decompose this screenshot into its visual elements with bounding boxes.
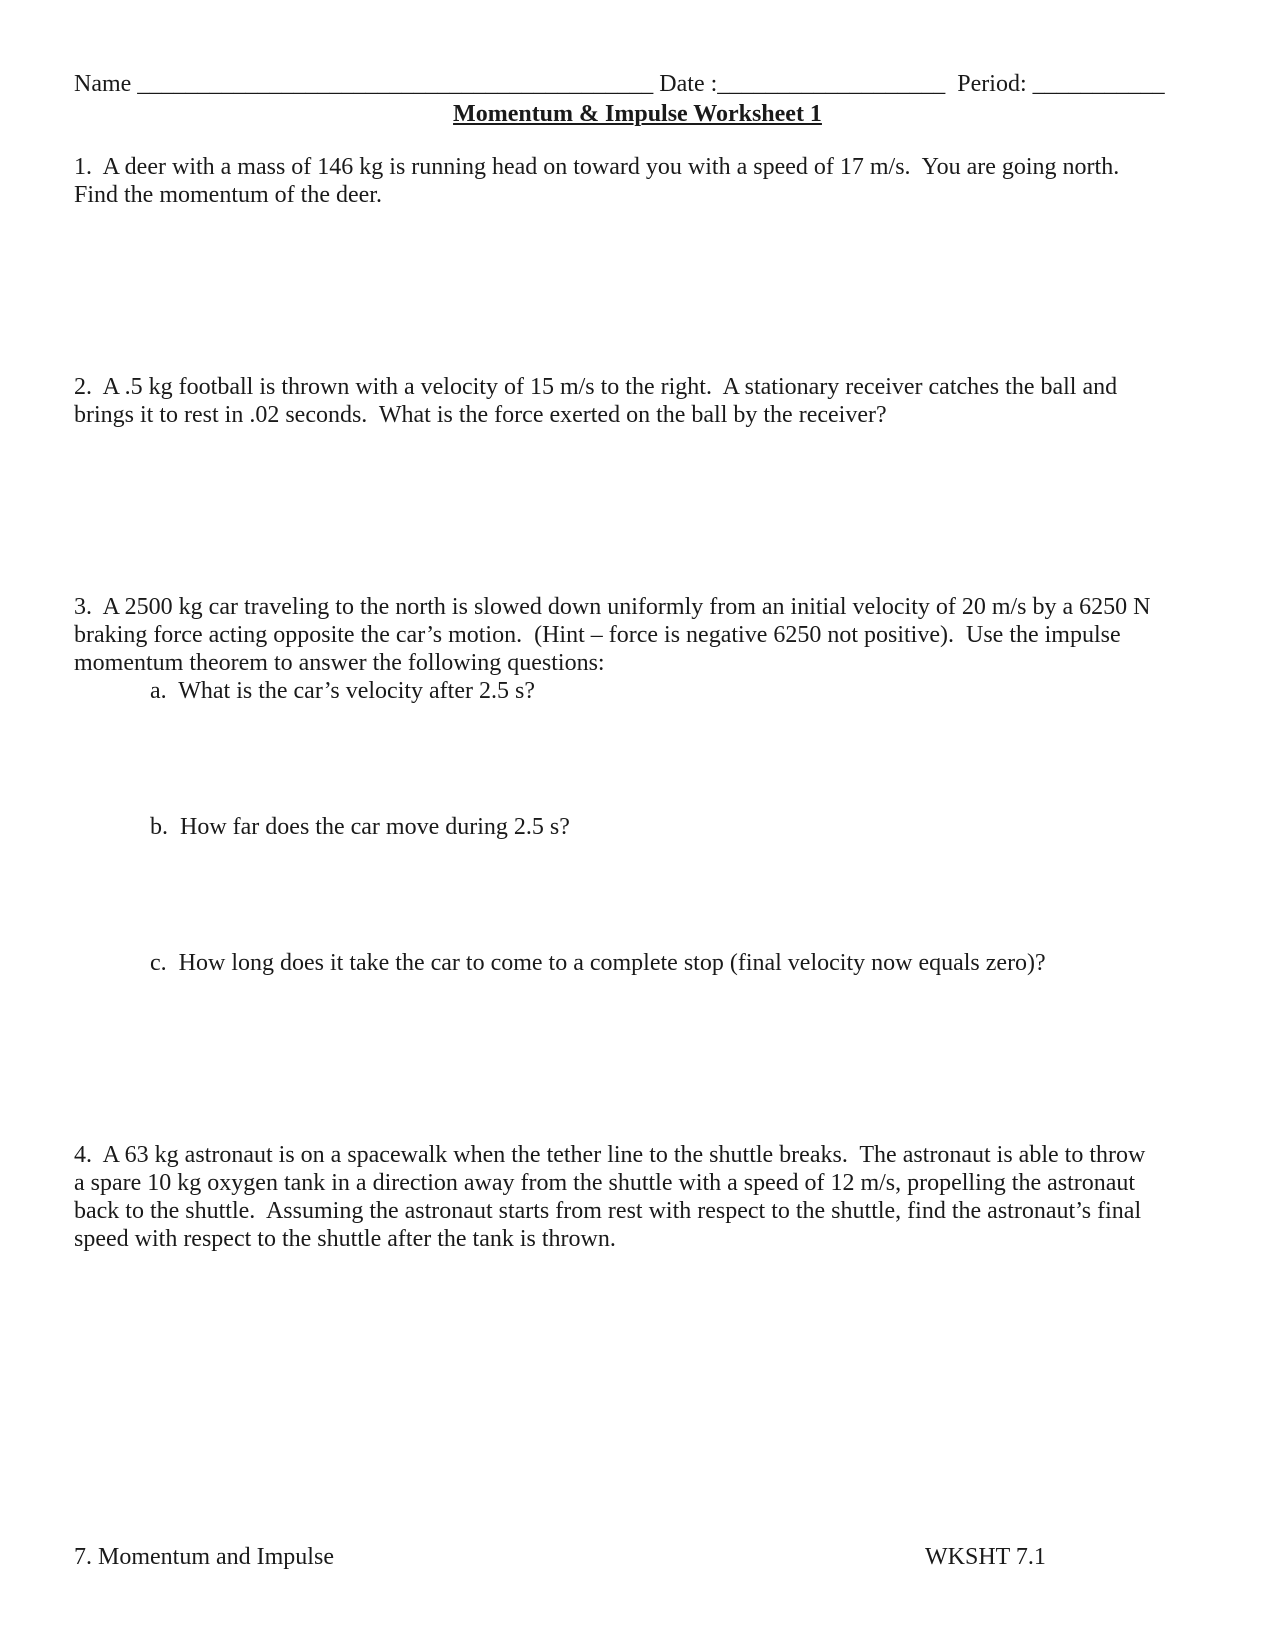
question-4-line-3: back to the shuttle. Assuming the astronaut starts from rest with respect to the shuttle, find the astronaut’s final	[74, 1198, 1142, 1224]
question-3-line-2: braking force acting opposite the car’s motion. (Hint – force is negative 6250 not positive). Use the impulse	[74, 622, 1121, 648]
question-4-line-2: a spare 10 kg oxygen tank in a direction away from the shuttle with a speed of 12 m/s, propelling the astronaut	[74, 1170, 1136, 1196]
worksheet-title: Momentum & Impulse Worksheet 1	[453, 101, 822, 127]
question-2-line-2: brings it to rest in .02 seconds. What is the force exerted on the ball by the receiver?	[74, 402, 887, 428]
question-3-part-b: b. How far does the car move during 2.5 s?	[150, 814, 570, 840]
footer-worksheet-code: WKSHT 7.1	[925, 1544, 1046, 1570]
question-3-line-3: momentum theorem to answer the following questions:	[74, 650, 605, 676]
footer-unit-label: 7. Momentum and Impulse	[74, 1544, 334, 1570]
question-2-line-1: 2. A .5 kg football is thrown with a velocity of 15 m/s to the right. A stationary receiver catches the ball and	[74, 374, 1118, 400]
question-1-line-2: Find the momentum of the deer.	[74, 182, 382, 208]
question-4-line-4: speed with respect to the shuttle after the tank is thrown.	[74, 1226, 616, 1252]
question-3-part-a: a. What is the car’s velocity after 2.5 s?	[150, 678, 535, 704]
header-name-date-period-line: Name ___________________________________________ Date :___________________ Period: ___________	[74, 71, 1165, 97]
question-4-line-1: 4. A 63 kg astronaut is on a spacewalk when the tether line to the shuttle breaks. The astronaut is able to throw	[74, 1142, 1146, 1168]
question-3-line-1: 3. A 2500 kg car traveling to the north is slowed down uniformly from an initial velocity of 20 m/s by a 6250 N	[74, 594, 1151, 620]
question-3-part-c: c. How long does it take the car to come to a complete stop (final velocity now equals zero)?	[150, 950, 1046, 976]
question-1-line-1: 1. A deer with a mass of 146 kg is running head on toward you with a speed of 17 m/s. You are going north.	[74, 154, 1120, 180]
